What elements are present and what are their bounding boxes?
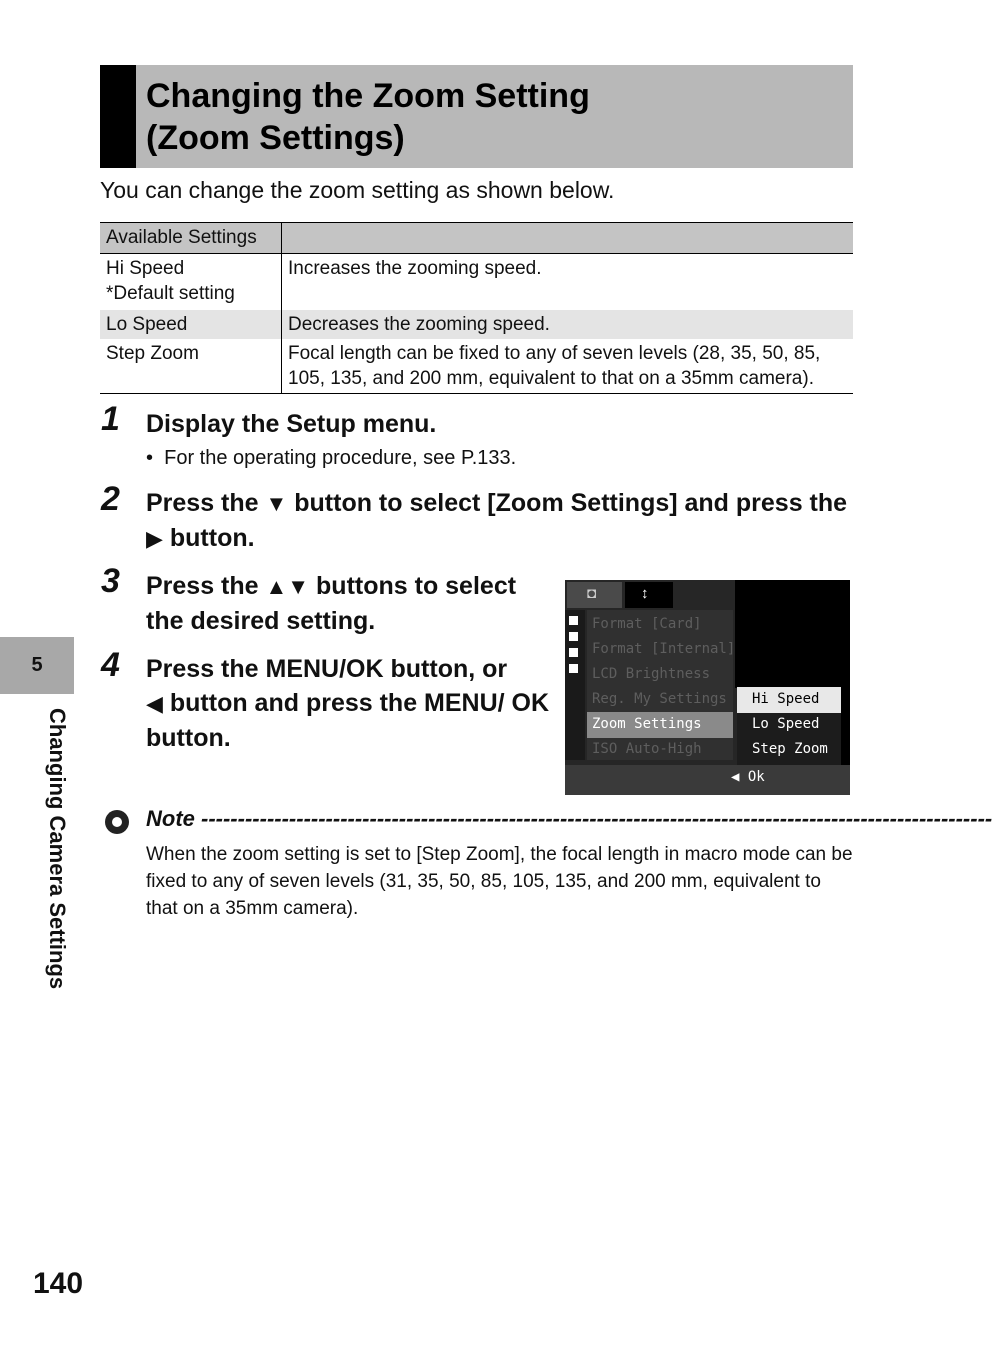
camera-option: Step Zoom: [752, 741, 828, 757]
setting-description: Decreases the zooming speed.: [282, 310, 854, 339]
step-number-2: 2: [101, 480, 120, 518]
bullet-item: • For the operating procedure, see P.133.: [146, 447, 517, 469]
table-header-empty: [282, 223, 854, 254]
camera-menu-item: Reg. My Settings: [592, 691, 727, 707]
setting-name: Lo Speed: [100, 310, 282, 339]
camera-screen-graphic: [565, 580, 850, 795]
setting-default-note: *Default setting: [106, 283, 235, 304]
camera-menu-item: ISO Auto-High: [592, 741, 702, 757]
section-title: [100, 65, 853, 168]
note-text: When the zoom setting is set to [Step Zoom], the focal length in macro mode can be fixed to any of seven levels (31, 35, 50, 85, 105, 135, and 200 mm, equivalent to that on a 35mm camera).: [146, 844, 853, 919]
step-number-3: 3: [101, 562, 120, 600]
chapter-label: Changing Camera Settings: [45, 708, 70, 990]
camera-menu-screenshot: [565, 580, 850, 795]
setting-name: Hi Speed: [106, 258, 185, 279]
note-heading: Note ------------------------------------------------------------------------------------------------------------: [146, 806, 992, 831]
title-line-1: Changing the Zoom Setting: [146, 77, 590, 115]
note-icon: [102, 806, 132, 836]
setting-description: Increases the zooming speed.: [288, 258, 542, 279]
table-row: [100, 339, 853, 394]
table-row: [100, 310, 853, 339]
step-number-4: 4: [101, 646, 120, 684]
camera-option: Lo Speed: [752, 716, 820, 732]
step-3-text: Press the ▲▼ buttons to select the desired setting.: [146, 572, 517, 635]
setup-tab-icon: ↕: [641, 585, 649, 602]
page-number: 140: [33, 1267, 84, 1300]
chapter-number: 5: [31, 654, 43, 676]
setting-name: Step Zoom: [100, 339, 282, 394]
camera-menu-item: Format [Internal]: [592, 641, 736, 657]
title-accent-bar: [100, 65, 136, 168]
intro-text: You can change the zoom setting as shown below.: [100, 177, 615, 203]
table-row: [100, 254, 853, 311]
right-arrow-icon: ▶: [146, 526, 163, 551]
settings-table: [100, 222, 853, 394]
camera-option-selected: Hi Speed: [752, 691, 820, 707]
camera-menu-item: LCD Brightness: [592, 666, 711, 682]
setting-description: Focal length can be fixed to any of seven levels (28, 35, 50, 85, 105, 135, and 200 mm, equivalent to that on a 35mm camera).: [288, 343, 821, 389]
step-2-text: Press the ▼ button to select [Zoom Settings] and press the ▶ button.: [146, 489, 848, 552]
camera-menu-item: Format [Card]: [592, 616, 702, 632]
down-arrow-icon: ▼: [265, 491, 288, 516]
table-header-row: [100, 223, 853, 254]
step-4-text: Press the MENU/OK button, or ◀ button and press the MENU/ OK button.: [146, 655, 550, 752]
title-line-2: (Zoom Settings): [146, 119, 405, 157]
step-number-1: 1: [101, 400, 120, 438]
camera-tab-icon: ◘: [587, 585, 597, 602]
page-title: [146, 75, 590, 159]
up-down-arrows-icon: ▲▼: [265, 574, 310, 599]
step-1-text: Display the Setup menu.: [146, 410, 437, 438]
table-header: Available Settings: [100, 223, 282, 254]
camera-menu-item-selected: Zoom Settings: [592, 716, 702, 732]
camera-ok-label: ◀ Ok: [731, 769, 765, 785]
left-arrow-icon: ◀: [146, 691, 163, 716]
